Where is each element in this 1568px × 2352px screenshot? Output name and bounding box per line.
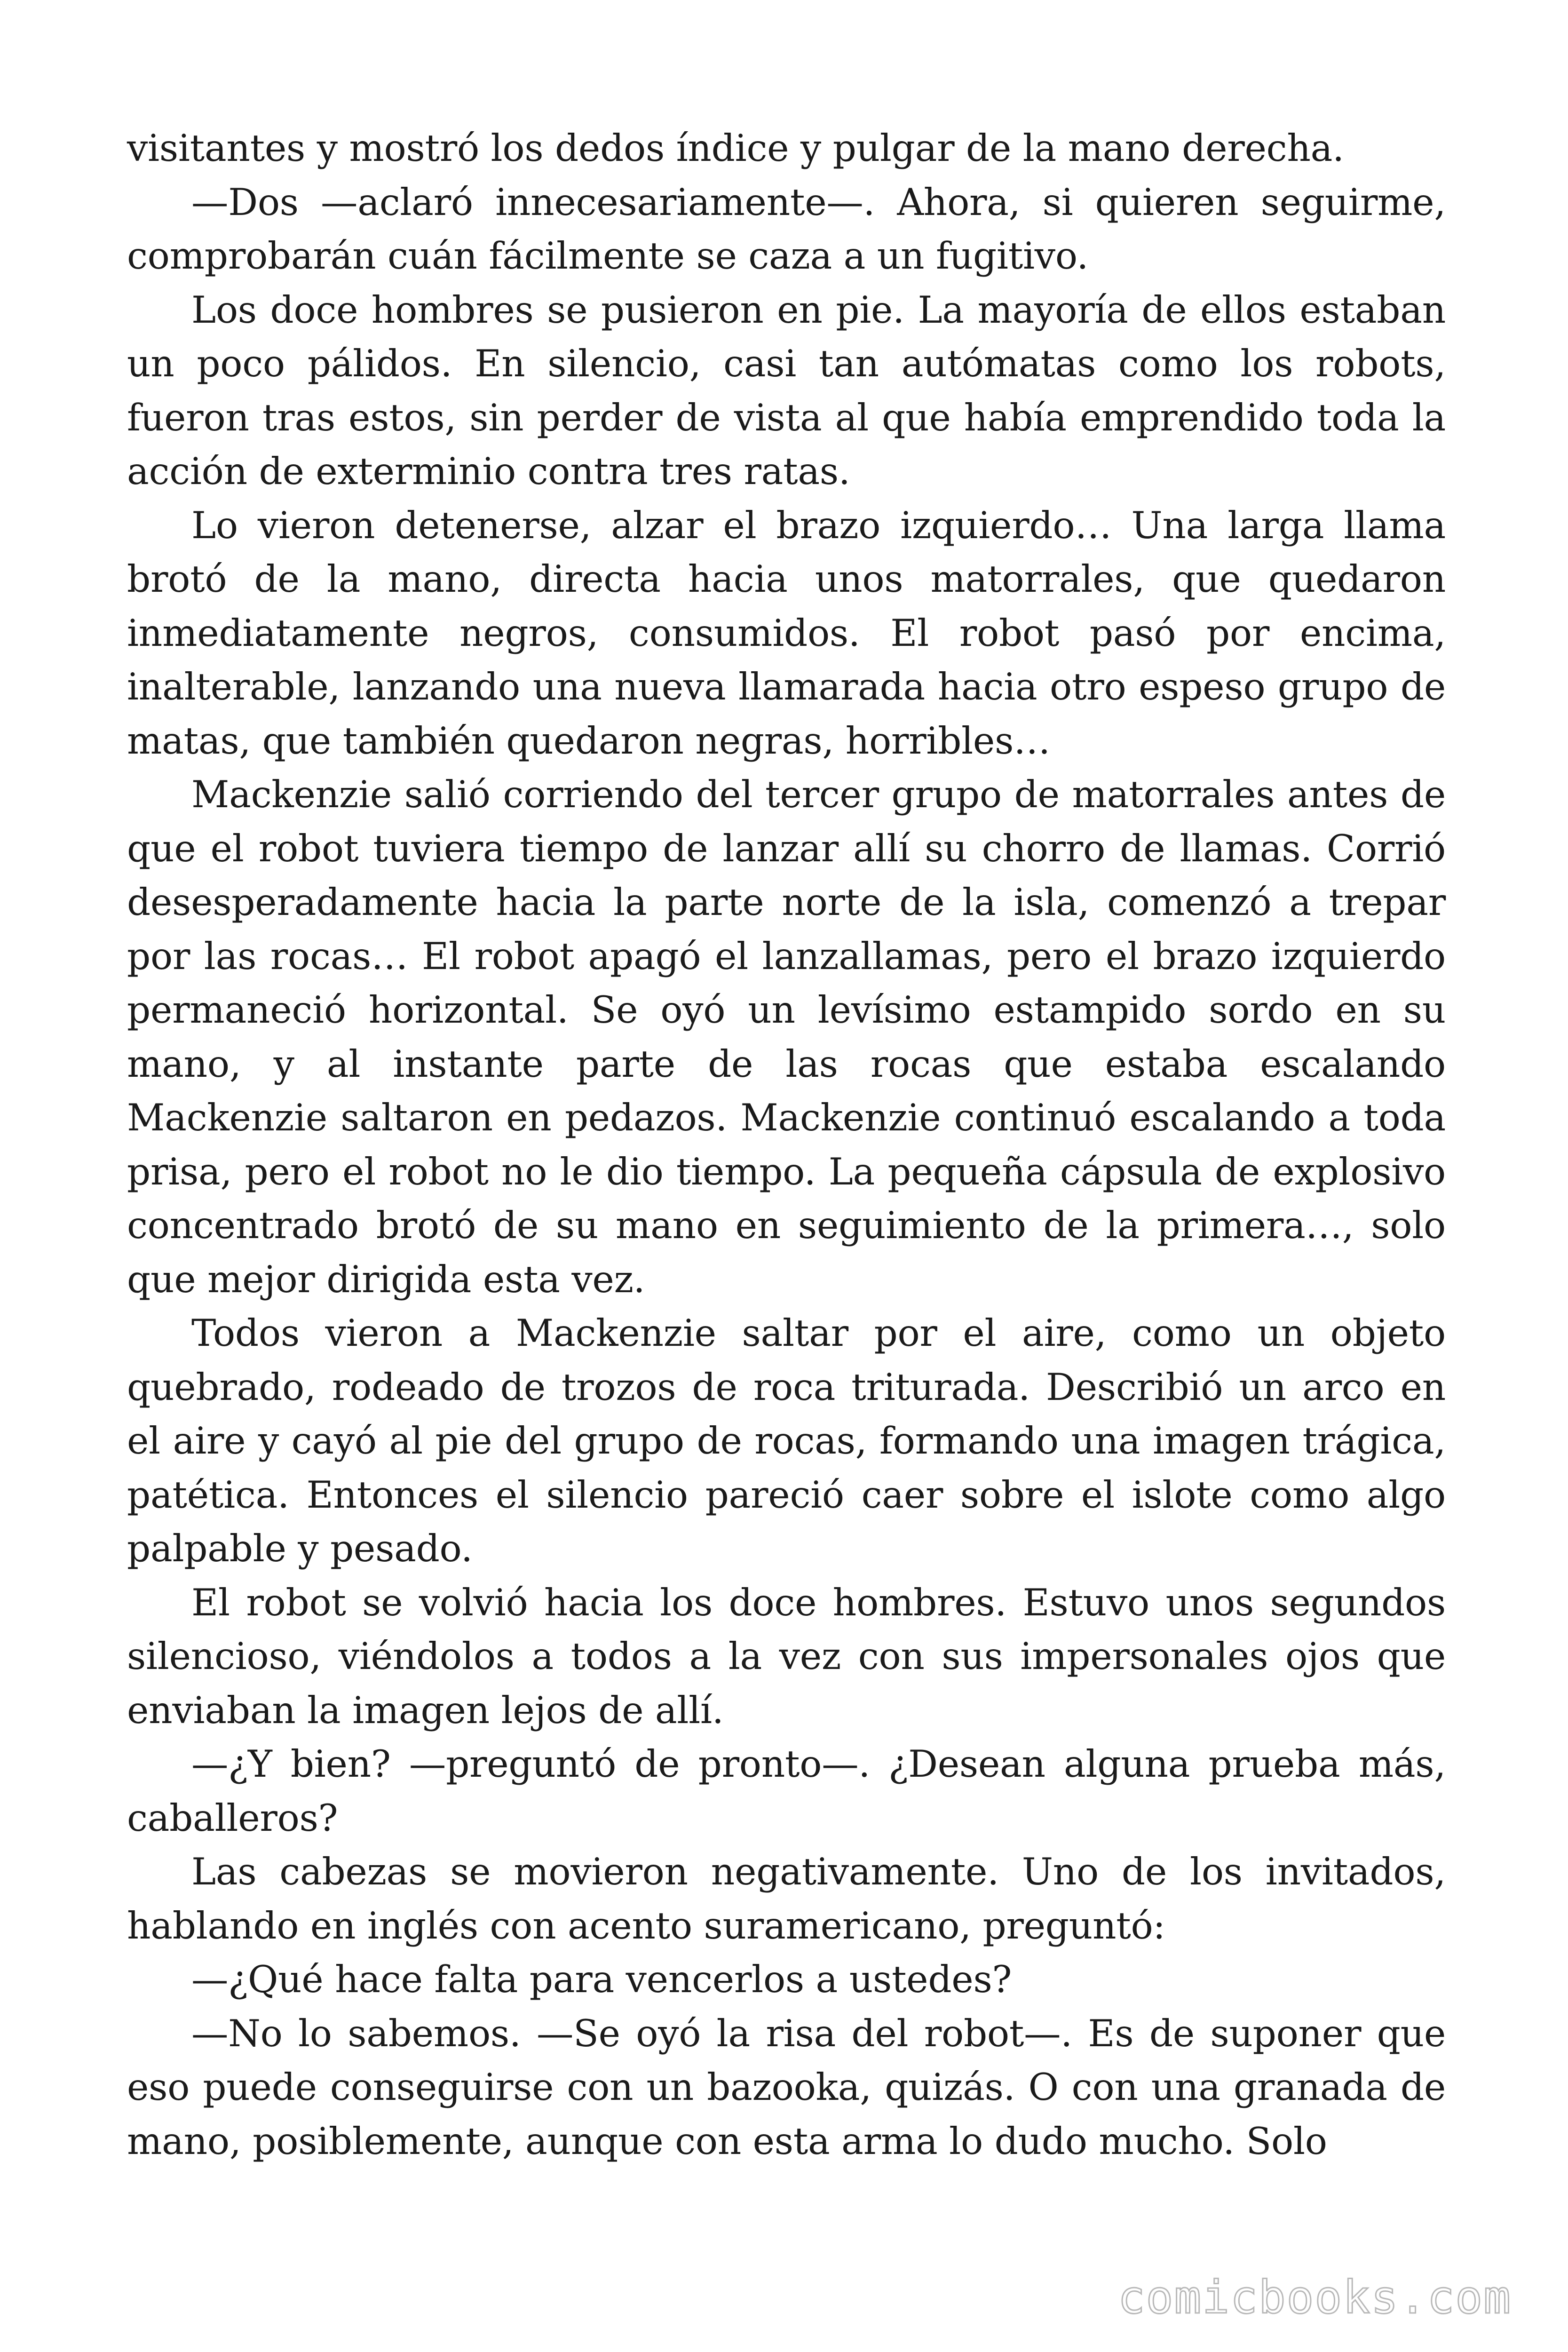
paragraph-7: El robot se volvió hacia los doce hombres. Estuvo unos segundos silencioso, viéndolos a todos a la vez con sus impersonales ojos que enviaban la imagen lejos de allí. — [127, 1581, 1446, 1732]
paragraph-8: —¿Y bien? —preguntó de pronto—. ¿Desean alguna prueba más, caballeros? — [127, 1742, 1446, 1840]
paragraph-6: Todos vieron a Mackenzie saltar por el aire, como un objeto quebrado, rodeado de trozos de roca triturada. Describió un arco en el aire y cayó al pie del grupo de rocas, formando una imagen trágica, patética. Entonces el silencio pareció caer sobre el islote como algo palpable y pesado. — [127, 1311, 1446, 1570]
watermark: comicbooks.com — [1117, 2271, 1512, 2324]
paragraph-2: —Dos —aclaró innecesariamente—. Ahora, si quieren seguirme, comprobarán cuán fácilmente se caza a un fugitivo. — [127, 180, 1446, 278]
paragraph-9: Las cabezas se movieron negativamente. Uno de los invitados, hablando en inglés con acento suramericano, preguntó: — [127, 1850, 1446, 1947]
page-text — [127, 121, 1446, 2168]
paragraph-11: —No lo sabemos. —Se oyó la risa del robot—. Es de suponer que eso puede conseguirse con un bazooka, quizás. O con una granada de mano, posiblemente, aunque con esta arma lo dudo mucho. Solo — [127, 2011, 1446, 2163]
paragraph-3: Los doce hombres se pusieron en pie. La mayoría de ellos estaban un poco pálidos. En silencio, casi tan autómatas como los robots, fueron tras estos, sin perder de vista al que había emprendido toda la acción de exterminio contra tres ratas. — [127, 288, 1446, 493]
paragraph-5: Mackenzie salió corriendo del tercer grupo de matorrales antes de que el robot tuviera tiempo de lanzar allí su chorro de llamas. Corrió desesperadamente hacia la parte norte de la isla, comenzó a trepar por las rocas… El robot apagó el lanzallamas, pero el brazo izquierdo permaneció horizontal. Se oyó un levísimo estampido sordo en su mano, y al instante parte de las rocas que estaba escalando Mackenzie saltaron en pedazos. Mackenzie continuó escalando a toda prisa, pero el robot no le dio tiempo. La pequeña cápsula de explosivo concentrado brotó de su mano en seguimiento de la primera…, solo que mejor dirigida esta vez. — [127, 773, 1446, 1301]
paragraph-1: visitantes y mostró los dedos índice y pulgar de la mano derecha. — [127, 127, 1344, 170]
paragraph-4: Lo vieron detenerse, alzar el brazo izquierdo… Una larga llama brotó de la mano, directa hacia unos matorrales, que quedaron inmediatamente negros, consumidos. El robot pasó por encima, inalterable, lanzando una nueva llamarada hacia otro espeso grupo de matas, que también quedaron negras, horribles… — [127, 503, 1446, 763]
paragraph-10: —¿Qué hace falta para vencerlos a ustedes? — [191, 1958, 1012, 2001]
